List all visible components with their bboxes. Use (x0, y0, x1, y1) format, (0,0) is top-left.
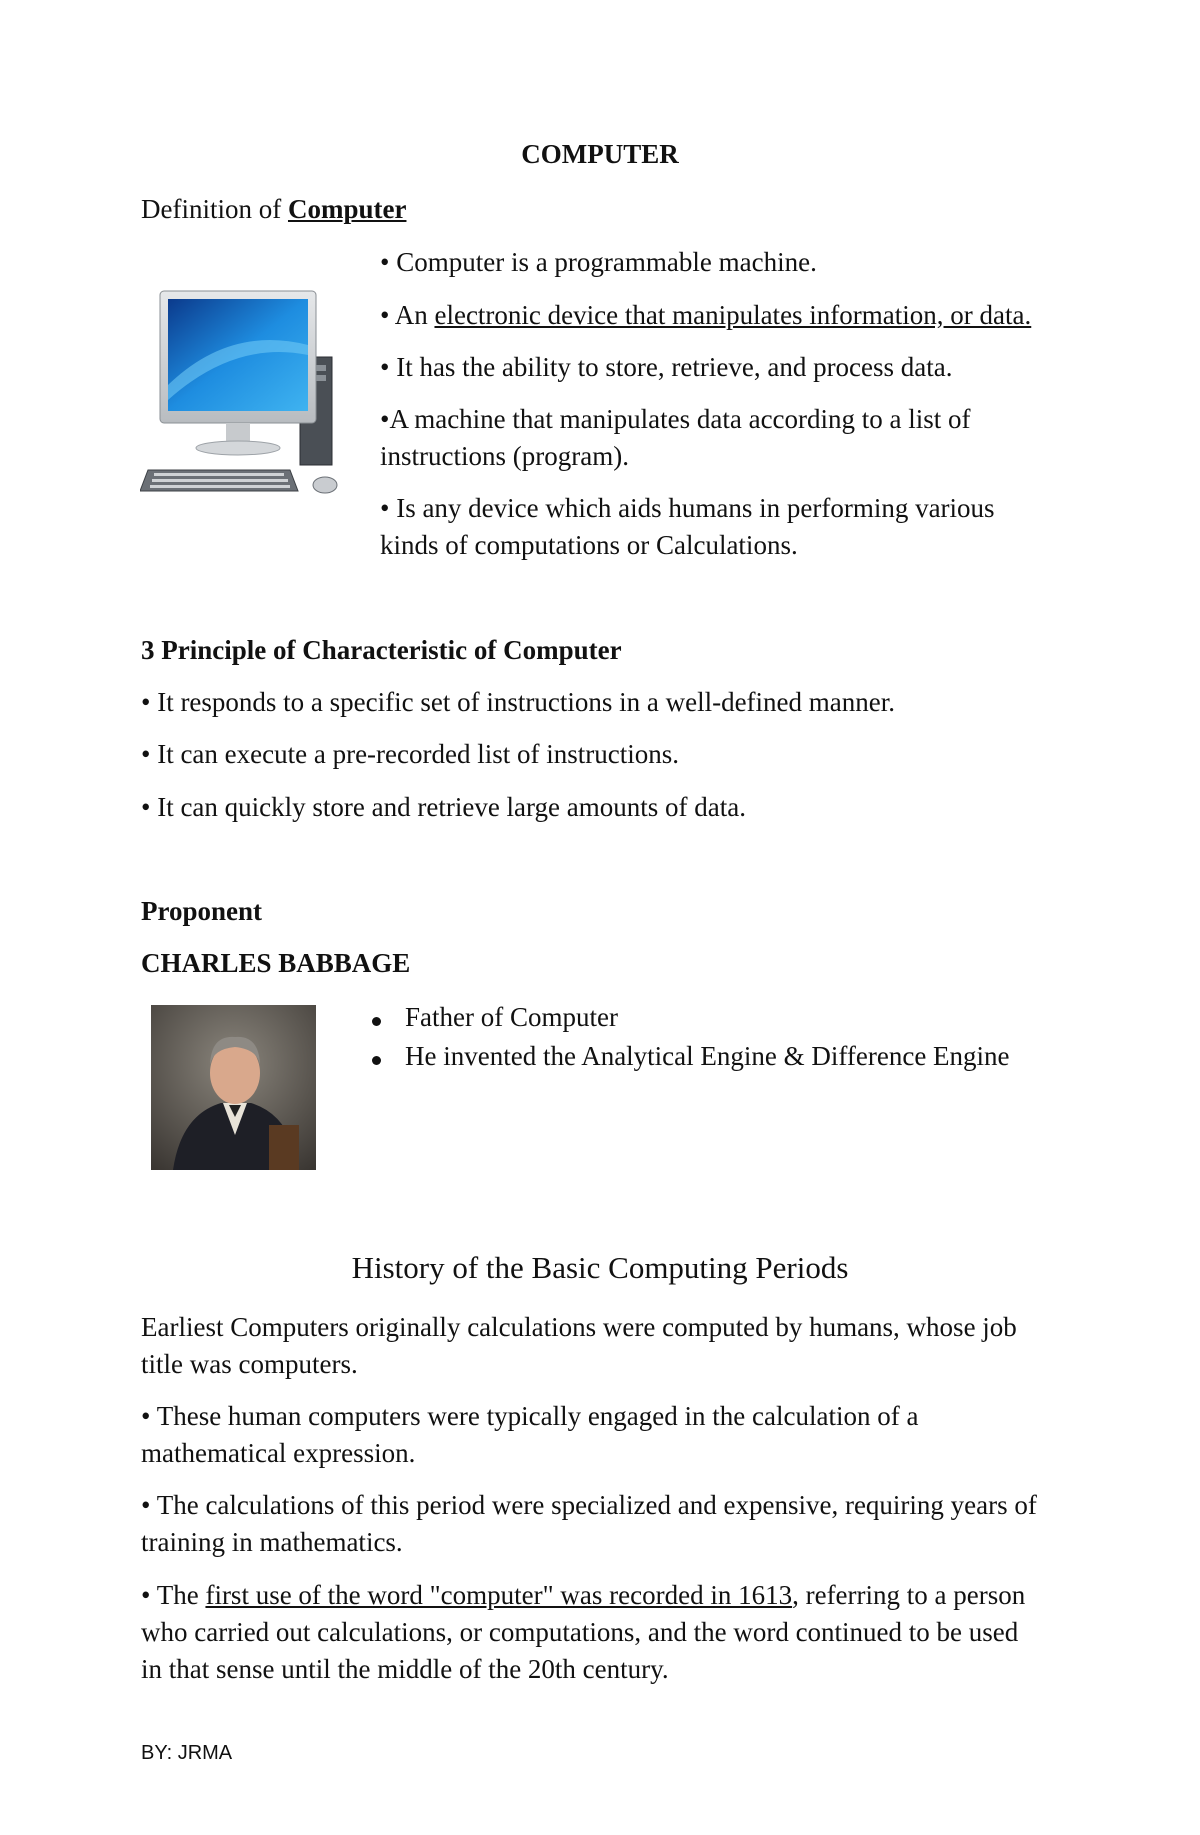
definition-bullet-2-underlined: electronic device that manipulates information, or data. (434, 300, 1032, 330)
definition-bullet-5-line2: kinds of computations or Calculations. (380, 530, 798, 560)
principle-item-3: • It can quickly store and retrieve large amounts of data. (141, 792, 746, 822)
history-last-underlined: first use of the word "computer" was recorded in 1613 (205, 1580, 793, 1610)
proponent-bullet-2-dot (372, 1056, 381, 1065)
history-line-6: training in mathematics. (141, 1527, 403, 1557)
definition-bullet-2 (380, 297, 1031, 334)
history-line-9: in that sense until the middle of the 20th century. (141, 1654, 669, 1684)
principles-heading: 3 Principle of Characteristic of Computer (141, 635, 622, 665)
definition-bullet-1: • Computer is a programmable machine. (380, 247, 817, 277)
proponent-bullet-1-dot (372, 1017, 381, 1026)
definition-bullet-2-prefix: • An (380, 300, 435, 330)
definition-term: Computer (287, 194, 407, 224)
proponent-item-1: Father of Computer (405, 1002, 618, 1032)
definition-bullet-4-line2: instructions (program). (380, 441, 629, 471)
charles-babbage-portrait (151, 1005, 316, 1170)
footer-author: BY: JRMA (141, 1742, 233, 1764)
definition-prefix: Definition of (141, 194, 288, 224)
computer-illustration (140, 285, 352, 505)
page-title: COMPUTER (521, 139, 679, 169)
history-last-prefix: • The (141, 1580, 206, 1610)
history-line-3: • These human computers were typically engaged in the calculation of a (141, 1401, 919, 1431)
definition-bullet-5-line1: • Is any device which aids humans in performing various (380, 493, 995, 523)
proponent-name: CHARLES BABBAGE (141, 948, 411, 978)
definition-bullet-3: • It has the ability to store, retrieve, and process data. (380, 352, 953, 382)
history-last-suffix: , referring to a person (792, 1580, 1026, 1610)
proponent-label: Proponent (141, 896, 263, 926)
principle-item-1: • It responds to a specific set of instructions in a well-defined manner. (141, 687, 895, 717)
history-heading: History of the Basic Computing Periods (351, 1250, 849, 1285)
principle-item-2: • It can execute a pre-recorded list of instructions. (141, 739, 679, 769)
history-line-4: mathematical expression. (141, 1438, 416, 1468)
history-line-7 (141, 1577, 1025, 1614)
history-line-1: Earliest Computers originally calculations were computed by humans, whose job (141, 1312, 1017, 1342)
history-line-2: title was computers. (141, 1349, 358, 1379)
proponent-item-2: He invented the Analytical Engine & Difference Engine (405, 1041, 1010, 1071)
history-line-8: who carried out calculations, or computations, and the word continued to be used (141, 1617, 1019, 1647)
definition-bullet-4-line1: •A machine that manipulates data according to a list of (380, 404, 971, 434)
history-line-5: • The calculations of this period were specialized and expensive, requiring years of (141, 1490, 1037, 1520)
definition-heading (141, 191, 406, 228)
